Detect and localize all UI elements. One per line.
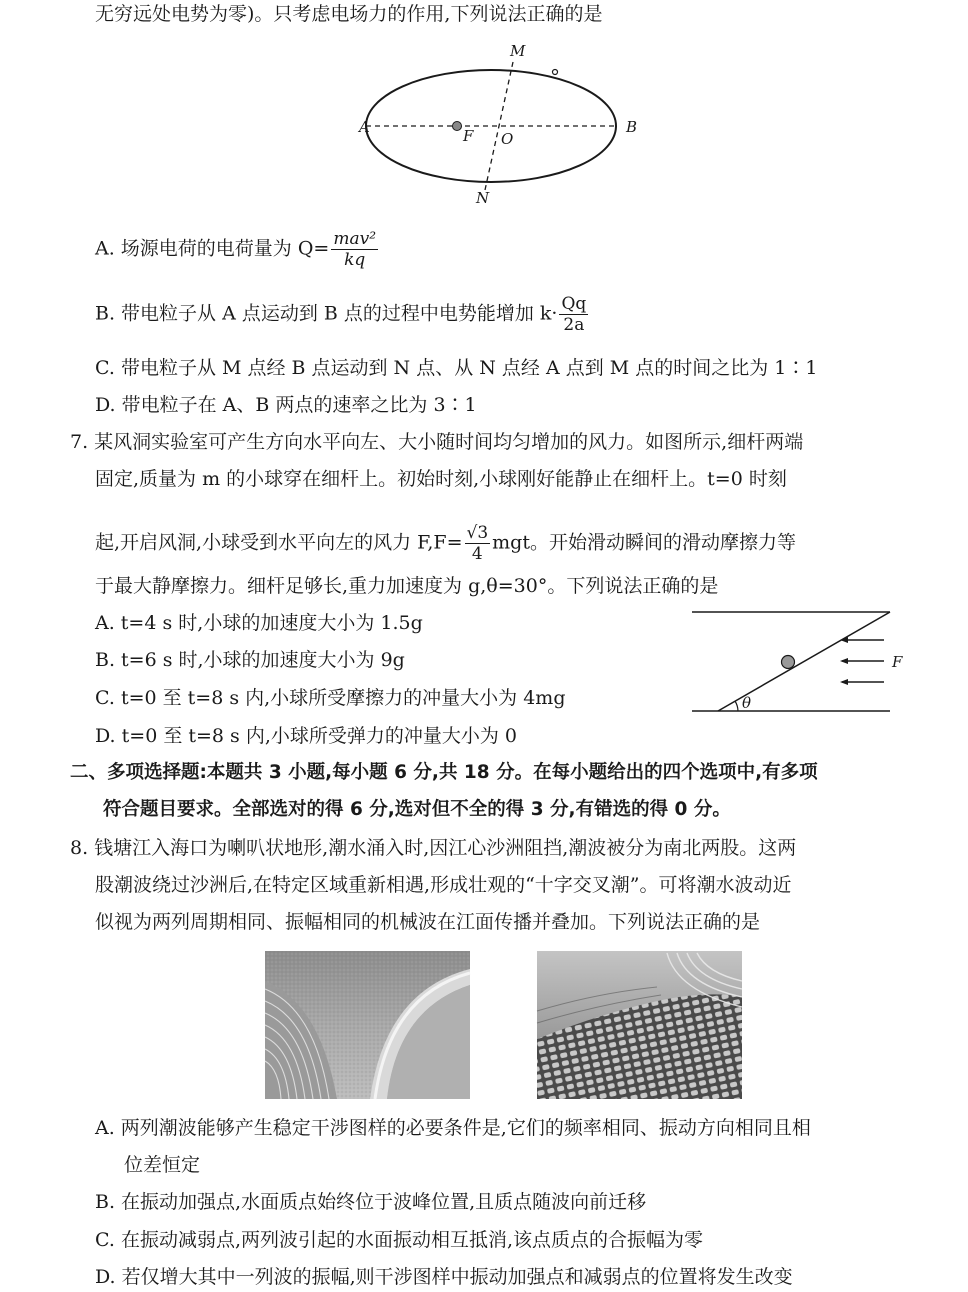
q6-option-a-text: A. 场源电荷的电荷量为 Q= [95,237,330,260]
q8-stem-line-3: 似视为两列周期相同、振幅相同的机械波在江面传播并叠加。下列说法正确的是 [95,911,761,933]
q7-stem-line-2: 固定,质量为 m 的小球穿在细杆上。初始时刻,小球刚好能静止在细杆上。t=0 时刻 [95,468,787,490]
ball [782,656,795,669]
section-2-heading-line-2: 符合题目要求。全部选对的得 6 分,选对但不全的得 3 分,有错选的得 0 分。 [103,799,731,820]
fraction-numerator: Qq [561,294,587,314]
angle-arc [735,701,738,711]
fraction-denominator: kq [344,250,366,270]
minor-axis [485,62,513,190]
tidal-bore-photo-left [265,951,470,1099]
label-A: A [359,118,370,136]
q8-option-b[interactable]: B. 在振动加强点,水面质点始终位于波峰位置,且质点随波向前迁移 [95,1191,647,1213]
q8-stem-line-1: 8. 钱塘江入海口为喇叭状地形,潮水涌入时,因江心沙洲阻挡,潮波被分为南北两股。这两 [70,837,797,859]
q8-option-d[interactable]: D. 若仅增大其中一列波的振幅,则干涉图样中振动加强点和减弱点的位置将发生改变 [95,1266,793,1288]
fraction-numerator: √3 [466,523,489,543]
q7-force-fraction [465,523,491,564]
q6-ellipse-diagram [350,40,650,215]
q6-option-b[interactable] [95,294,590,335]
q6-option-a[interactable] [95,229,380,270]
label-B: B [626,118,638,136]
q8-stem-line-2: 股潮波绕过沙洲后,在特定区域重新相遇,形成壮观的“十字交叉潮”。可将潮水波动近 [95,874,792,896]
q7-option-a[interactable]: A. t=4 s 时,小球的加速度大小为 1.5g [95,612,423,634]
label-M: M [510,42,526,60]
q8-option-c[interactable]: C. 在振动减弱点,两列波引起的水面振动相互抵消,该点质点的合振幅为零 [95,1229,704,1251]
q7-stem-line-1: 7. 某风洞实验室可产生方向水平向左、大小随时间均匀增加的风力。如图所示,细杆两端 [70,431,804,453]
particle [553,70,558,75]
q6-option-b-text: B. 带电粒子从 A 点运动到 B 点的过程中电势能增加 k· [95,302,558,325]
q7-stem-line-3-prefix: 起,开启风洞,小球受到水平向左的风力 F,F= [95,531,463,554]
fraction-denominator: 4 [471,544,483,564]
q6-intro: 无穷远处电势为零)。只考虑电场力的作用,下列说法正确的是 [95,3,603,25]
q6-option-c[interactable]: C. 带电粒子从 M 点经 B 点运动到 N 点、从 N 点经 A 点到 M 点的时间之比为 1∶1 [95,357,818,379]
label-theta: θ [742,694,752,712]
q7-stem-line-3 [95,523,796,564]
q8-option-a-line-1[interactable]: A. 两列潮波能够产生稳定干涉图样的必要条件是,它们的频率相同、振动方向相同且相 [95,1117,811,1139]
q7-option-b[interactable]: B. t=6 s 时,小球的加速度大小为 9g [95,649,405,671]
q7-stem-line-3-suffix: mgt。开始滑动瞬间的滑动摩擦力等 [492,531,796,554]
fraction-denominator: 2a [563,315,585,335]
label-F: F [892,653,903,671]
cross-tide-photo-right [537,951,742,1099]
q7-option-d[interactable]: D. t=0 至 t=8 s 内,小球所受弹力的冲量大小为 0 [95,725,517,747]
q6-option-d[interactable]: D. 带电粒子在 A、B 两点的速率之比为 3∶1 [95,394,477,416]
q7-stem-line-4: 于最大静摩擦力。细杆足够长,重力加速度为 g,θ=30°。下列说法正确的是 [95,575,719,597]
fraction-numerator: mav² [333,229,377,249]
q7-option-c[interactable]: C. t=0 至 t=8 s 内,小球所受摩擦力的冲量大小为 4mg [95,687,566,709]
label-F: F [463,127,474,145]
q6-option-a-fraction [331,229,378,270]
q6-option-b-fraction [559,294,588,335]
label-O: O [501,130,514,148]
source-charge-F [453,122,462,131]
q8-option-a-line-2[interactable]: 位差恒定 [124,1154,201,1176]
section-2-heading-line-1: 二、多项选择题:本题共 3 小题,每小题 6 分,共 18 分。在每小题给出的四个选项中,有多项 [70,762,818,783]
q7-incline-diagram [690,606,910,716]
label-N: N [476,189,490,207]
